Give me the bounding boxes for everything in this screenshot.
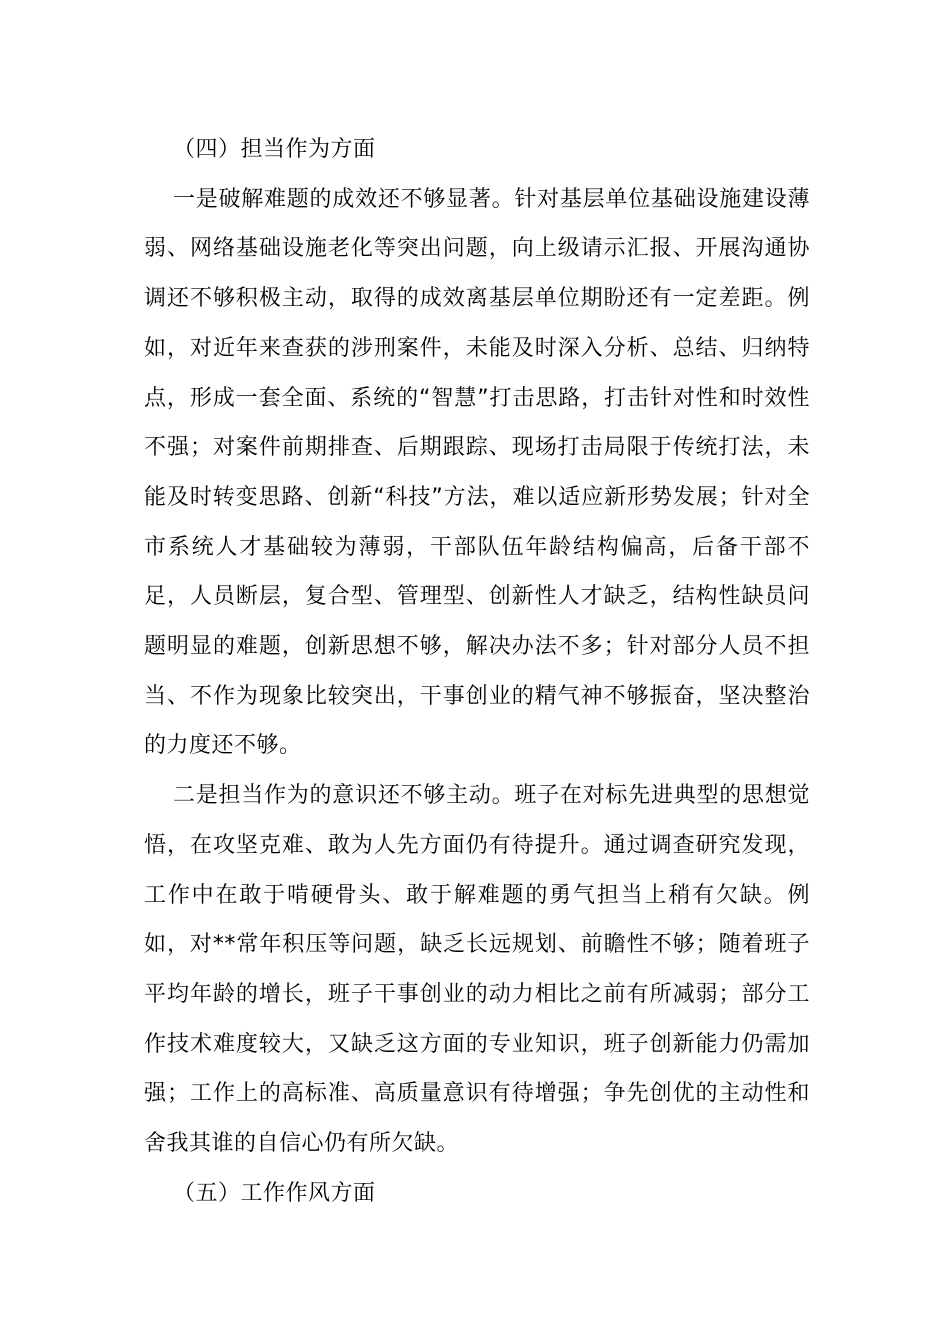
paragraph-1: 一是破解难题的成效还不够显著。针对基层单位基础设施建设薄弱、网络基础设施老化等突出问题，向上级请示汇报、开展沟通协调还不够积极主动，取得的成效离基层单位期盼还有一定差距。例如，对近年来查获的涉刑案件，未能及时深入分析、总结、归纳特点，形成一套全面、系统的“智慧”打击思路，打击针对性和时效性不强；对案件前期排查、后期跟踪、现场打击局限于传统打法，未能及时转变思路、创新“科技”方法，难以适应新形势发展；针对全市系统人才基础较为薄弱，干部队伍年龄结构偏高，后备干部不足，人员断层，复合型、管理型、创新性人才缺乏，结构性缺员问题明显的难题，创新思想不够，解决办法不多；针对部分人员不担当、不作为现象比较突出，干事创业的精气神不够振奋，坚决整治的力度还不够。 <box>144 186 810 759</box>
section-heading-4: （四）担当作为方面 <box>173 137 376 162</box>
document-body <box>144 125 810 1218</box>
paragraph-2: 二是担当作为的意识还不够主动。班子在对标先进典型的思想觉悟，在攻坚克难、敢为人先方面仍有待提升。通过调查研究发现，工作中在敢于啃硬骨头、敢于解难题的勇气担当上稍有欠缺。例如，对**常年积压等问题，缺乏长远规划、前瞻性不够；随着班子平均年龄的增长，班子干事创业的动力相比之前有所减弱；部分工作技术难度较大，又缺乏这方面的专业知识，班子创新能力仍需加强；工作上的高标准、高质量意识有待增强；争先创优的主动性和舍我其谁的自信心仍有所欠缺。 <box>144 783 810 1157</box>
section-heading-5: （五）工作作风方面 <box>173 1180 376 1206</box>
